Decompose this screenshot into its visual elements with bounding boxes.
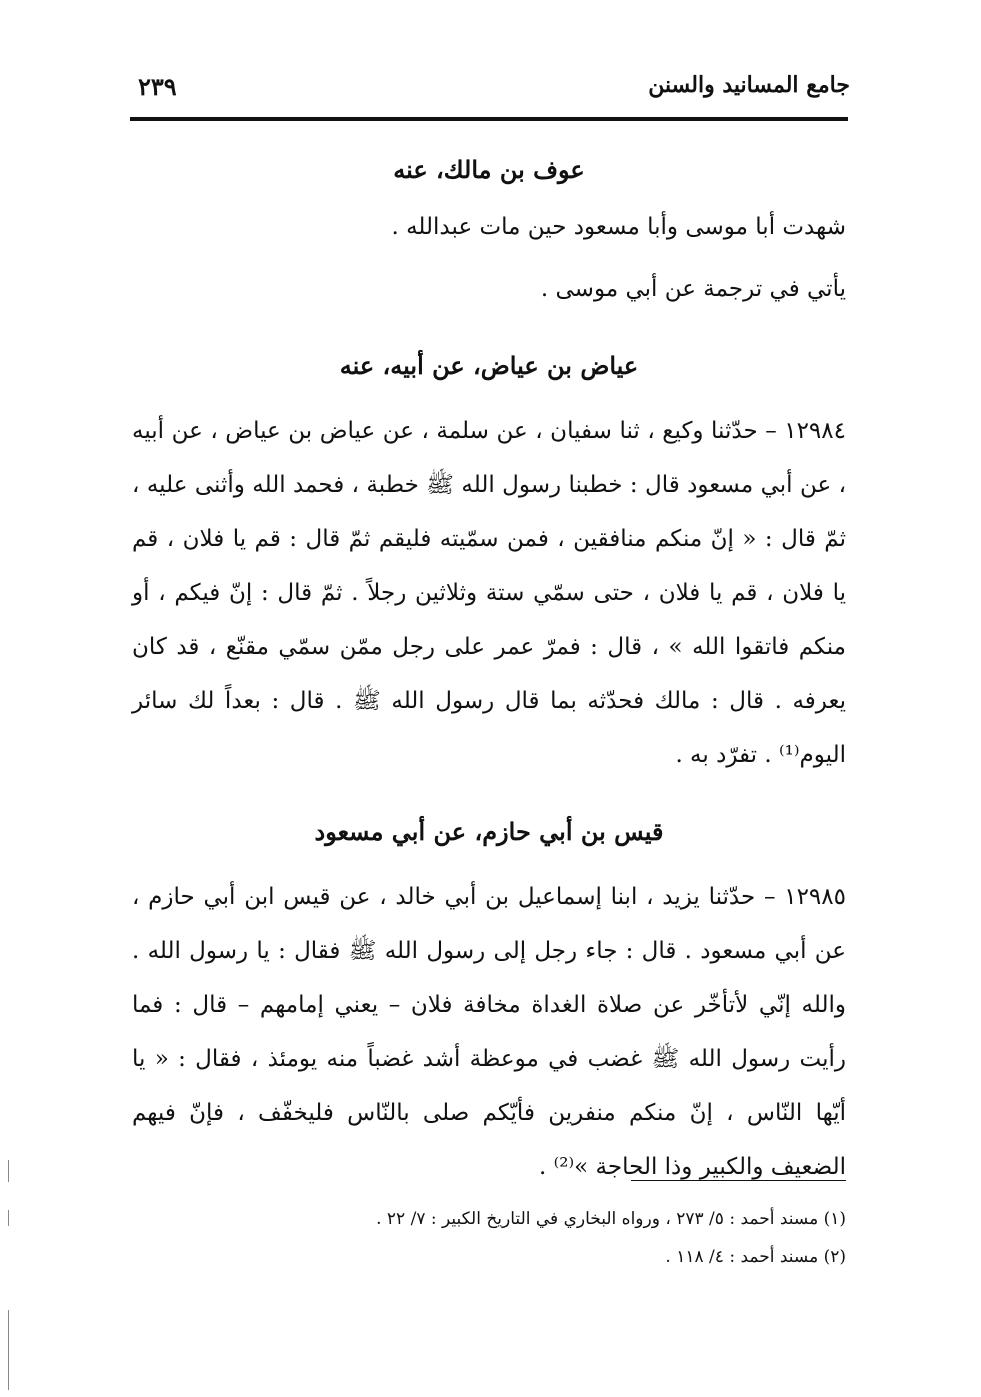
body-text	[132, 140, 846, 1194]
section-heading-iyad: عياض بن عياض، عن أبيه، عنه	[339, 351, 639, 380]
scan-margin-mark	[8, 1160, 9, 1182]
paragraph: شهدت أبا موسى وأبا مسعود حين مات عبدالله .	[391, 214, 846, 240]
paragraph: يأتي في ترجمة عن أبي موسى .	[540, 276, 846, 302]
hadith-12985: ١٢٩٨٥ – حدّثنا يزيد ، ابنا إسماعيل بن أبي خالد ، عن قيس ابن أبي حازم ، عن أبي مسعود . قال : جاء رجل إلى رسول الله ﷺ فقال : يا رسول الله . والله إنّي لأتأخّر عن صلاة الغداة مخافة فلان – يعني إمامهم – قال : فما رأيت رسول الله ﷺ غضب في موعظة أشد غضباً منه يومئذ ، فقال : « يا أيّها النّاس ، إنّ منكم منفرين فأيّكم صلى بالنّاس فليخفّف ، فإنّ فيهم الضعيف والكبير وذا الحاجة »⁽²⁾ .	[132, 884, 846, 1180]
footnote-2: (٢) مسند أحمد : ٤/ ١١٨ .	[665, 1247, 846, 1267]
running-header	[130, 60, 850, 110]
footnote-1: (١) مسند أحمد : ٥/ ٢٧٣ ، ورواه البخاري في التاريخ الكبير : ٧/ ٢٢ .	[376, 1209, 846, 1229]
hadith-12984: ١٢٩٨٤ – حدّثنا وكيع ، ثنا سفيان ، عن سلمة ، عن عياض بن عياض ، عن أبيه ، عن أبي مسعود قال : خطبنا رسول الله ﷺ خطبة ، فحمد الله وأثنى عليه ، ثمّ قال : « إنّ منكم منافقين ، فمن سمّيته فليقم ثمّ قال : قم يا فلان ، قم يا فلان ، قم يا فلان ، حتى سمّي ستة وثلاثين رجلاً . ثمّ قال : إنّ فيكم ، أو منكم فاتقوا الله » ، قال : فمرّ عمر على رجل ممّن سمّي مقنّع ، قد كان يعرفه . قال : مالك فحدّثه بما قال رسول الله ﷺ . قال : بعداً لك سائر اليوم⁽¹⁾ . تفرّد به .	[132, 418, 846, 768]
page-number: ٢٣٩	[138, 72, 177, 101]
footnote-rule	[631, 1180, 846, 1181]
running-title: جامع المسانيد والسنن	[648, 72, 850, 98]
footnotes	[132, 1200, 846, 1276]
section-heading-qays: قيس بن أبي حازم، عن أبي مسعود	[314, 817, 664, 846]
header-rule	[130, 117, 848, 121]
scan-margin-mark	[8, 1210, 9, 1226]
section-heading-awf: عوف بن مالك، عنه	[393, 155, 585, 184]
scan-margin-mark	[8, 1310, 9, 1390]
